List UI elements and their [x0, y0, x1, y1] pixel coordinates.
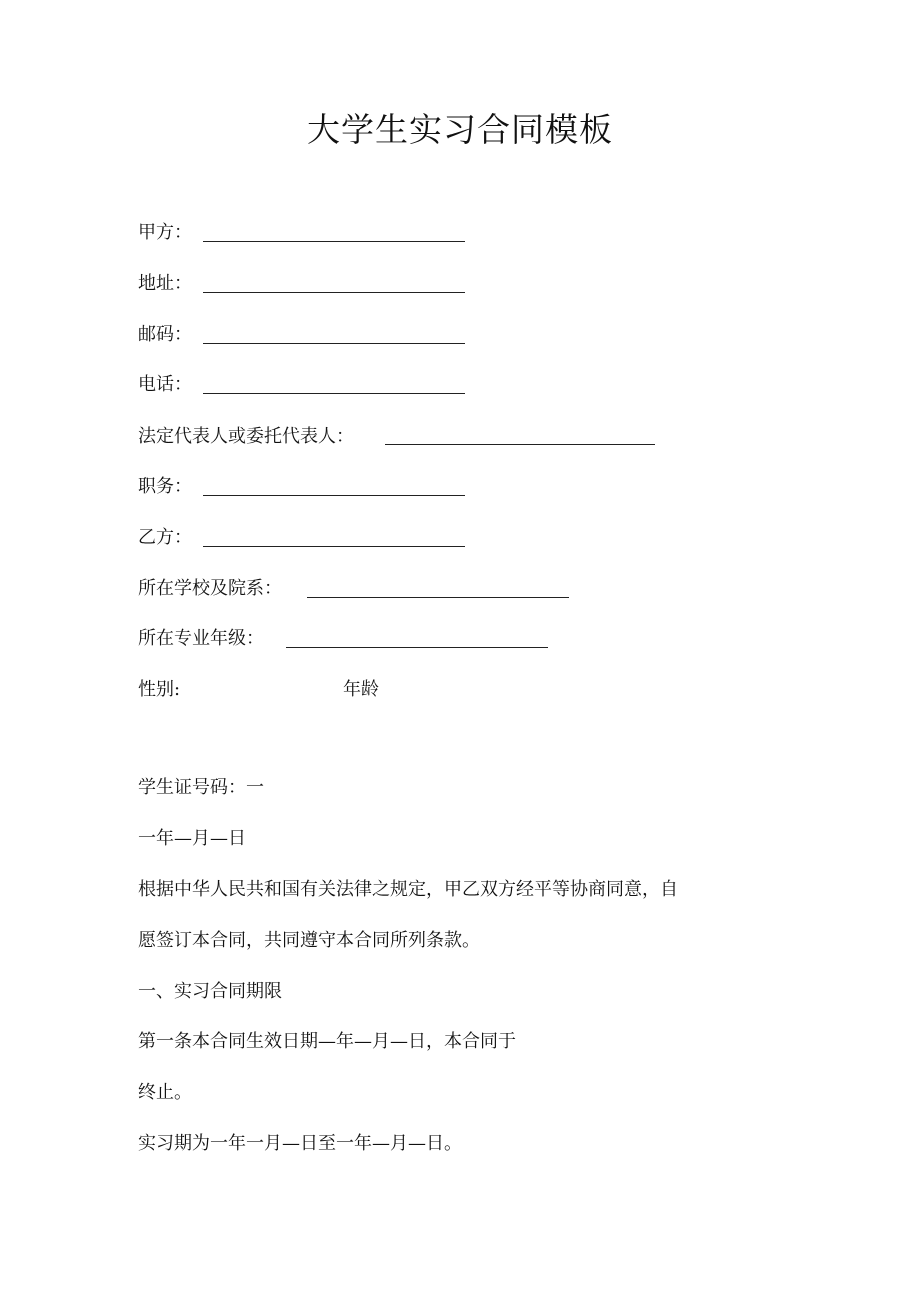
major-blank — [286, 647, 548, 648]
intro-paragraph-line-1: 根据中华人民共和国有关法律之规定，甲乙双方经平等协商同意，自 — [138, 879, 678, 900]
age-label: 年龄 — [343, 679, 379, 700]
document-title: 大学生实习合同模板 — [307, 110, 613, 149]
school-label: 所在学校及院系： — [138, 578, 282, 599]
school-blank — [307, 597, 569, 598]
student-id-label: 学生证号码：一 — [138, 777, 264, 798]
internship-period: 实习期为一年一月—日至一年—月—日。 — [138, 1133, 462, 1154]
address-blank — [203, 292, 465, 293]
gender-label: 性别: — [138, 679, 181, 700]
phone-label: 电话： — [138, 374, 192, 395]
party-b-blank — [203, 546, 465, 547]
article-1-line-2: 终止。 — [138, 1082, 192, 1103]
intro-paragraph-line-2: 愿签订本合同，共同遵守本合同所列条款。 — [138, 930, 480, 951]
representative-blank — [385, 444, 655, 445]
address-label: 地址： — [138, 273, 192, 294]
position-label: 职务： — [138, 476, 192, 497]
postcode-label: 邮码： — [138, 324, 192, 345]
section-1-heading: 一、实习合同期限 — [138, 981, 282, 1002]
position-blank — [203, 495, 465, 496]
party-a-label: 甲方： — [138, 222, 192, 243]
major-label: 所在专业年级： — [138, 628, 264, 649]
postcode-blank — [203, 343, 465, 344]
phone-blank — [203, 393, 465, 394]
article-1-line-1: 第一条本合同生效日期—年—月—日，本合同于 — [138, 1031, 516, 1052]
party-b-label: 乙方： — [138, 527, 192, 548]
representative-label: 法定代表人或委托代表人： — [138, 426, 354, 447]
party-a-blank — [203, 241, 465, 242]
date-line: 一年—月—日 — [138, 828, 246, 849]
